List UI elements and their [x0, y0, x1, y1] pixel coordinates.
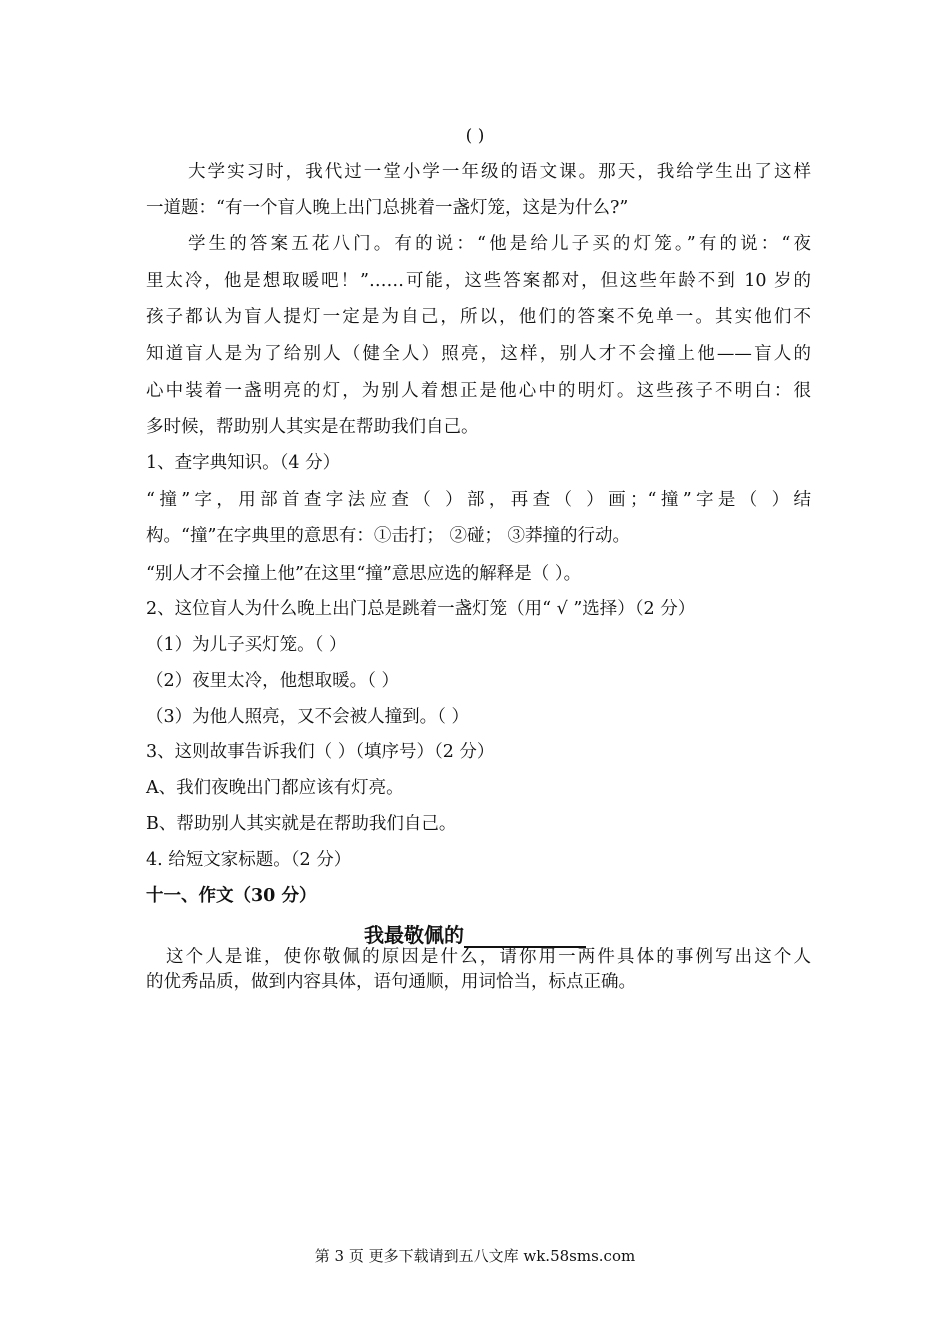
question-1-line-3: “别人才不会撞上他”在这里“撞”意思应选的解释是（ ）。 — [146, 564, 582, 584]
essay-topic — [0, 919, 950, 948]
passage-line-4: 里太冷，他是想取暖吧！”……可能，这些答案都对，但这些年龄不到 10 岁的 — [146, 271, 811, 291]
passage-line-2: 一道题：“有一个盲人晚上出门总挑着一盏灯笼，这是为什么?” — [146, 198, 629, 218]
page-footer: 第 3 页 更多下载请到五八文库 wk.58sms.com — [314, 1247, 636, 1265]
question-2-option-3: （3）为他人照亮，又不会被人撞到。（ ） — [146, 707, 469, 727]
essay-instruction-line-1: 这个人是谁，使你敬佩的原因是什么，请你用一两件具体的事例写出这个人 — [166, 947, 811, 967]
title-placeholder-parens: ( ) — [465, 126, 485, 146]
passage-line-8: 多时候，帮助别人其实是在帮助我们自己。 — [146, 417, 479, 437]
essay-section-title: 十一、作文（30 分） — [146, 886, 317, 906]
essay-topic-blank — [464, 926, 586, 948]
question-3-option-b: B、帮助别人其实就是在帮助我们自己。 — [146, 814, 457, 834]
question-2-option-1: （1）为儿子买灯笼。（ ） — [146, 635, 347, 655]
passage-line-6: 知道盲人是为了给别人（健全人）照亮，这样，别人才不会撞上他——盲人的 — [146, 344, 811, 364]
question-4-title: 4. 给短文家标题。（2 分） — [146, 850, 352, 870]
question-2-title: 2、这位盲人为什么晚上出门总是跳着一盏灯笼（用“ √ ”选择）（2 分） — [146, 599, 696, 619]
question-1-title: 1、查字典知识。（4 分） — [146, 453, 341, 473]
question-1-line-1: “撞”字，用部首查字法应查（ ）部，再查（ ）画；“撞”字是（ ）结 — [146, 490, 811, 510]
essay-topic-text: 我最敬佩的 — [364, 923, 464, 947]
passage-line-3: 学生的答案五花八门。有的说：“他是给儿子买的灯笼。”有的说：“夜 — [188, 234, 811, 254]
passage-line-5: 孩子都认为盲人提灯一定是为自己，所以，他们的答案不免单一。其实他们不 — [146, 307, 811, 327]
essay-instruction-line-2: 的优秀品质，做到内容具体，语句通顺，用词恰当，标点正确。 — [146, 972, 636, 992]
question-3-title: 3、这则故事告诉我们（ ）（填序号）（2 分） — [146, 742, 495, 762]
passage-line-7: 心中装着一盏明亮的灯，为别人着想正是他心中的明灯。这些孩子不明白：很 — [146, 381, 811, 401]
question-2-option-2: （2）夜里太冷，他想取暖。（ ） — [146, 671, 399, 691]
question-3-option-a: A、我们夜晚出门都应该有灯亮。 — [146, 778, 404, 798]
question-1-line-2: 构。“撞”在字典里的意思有：①击打； ②碰； ③莽撞的行动。 — [146, 526, 631, 546]
passage-line-1: 大学实习时，我代过一堂小学一年级的语文课。那天，我给学生出了这样 — [188, 162, 811, 182]
